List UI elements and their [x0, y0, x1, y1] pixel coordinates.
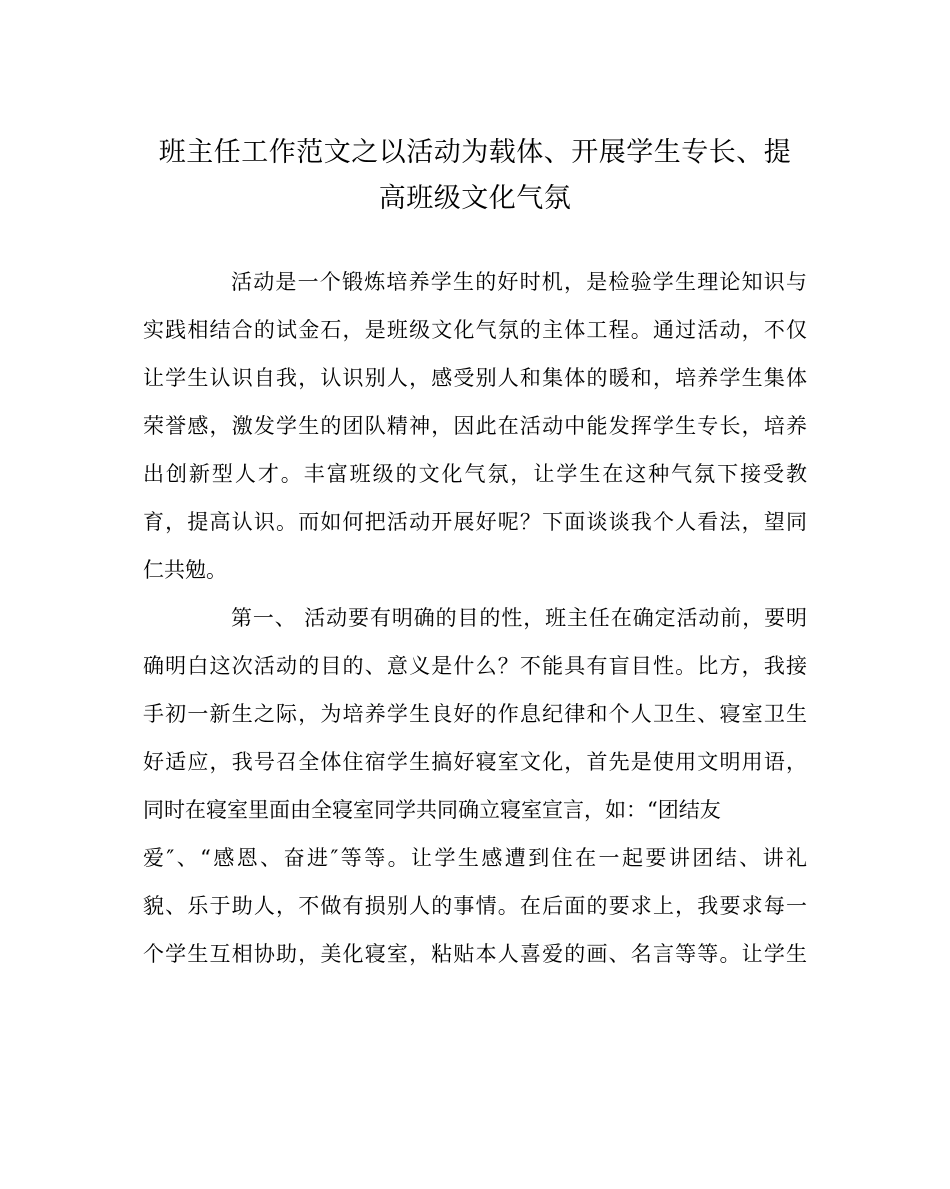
- document-body: [143, 258, 807, 978]
- paragraph-2: [143, 594, 807, 978]
- paragraph-line: 仁共勉。: [143, 558, 227, 582]
- paragraph-1: [143, 258, 807, 594]
- paragraph-line: 确明白这次活动的目的、意义是什么？不能具有盲目性。比方，我接: [143, 654, 807, 678]
- document-title: [143, 130, 807, 222]
- paragraph-line: 育，提高认识。而如何把活动开展好呢？下面谈谈我个人看法，望同: [143, 510, 807, 534]
- paragraph-line: 荣誉感，激发学生的团队精神，因此在活动中能发挥学生专长，培养: [143, 414, 807, 438]
- paragraph-line: 好适应，我号召全体住宿学生搞好寝室文化，首先是使用文明用语，: [143, 750, 807, 774]
- paragraph-line: 爱″、“感恩、奋进″等等。让学生感遭到住在一起要讲团结、讲礼: [143, 846, 807, 870]
- paragraph-line: 第一、 活动要有明确的目的性，班主任在确定活动前，要明: [231, 606, 807, 630]
- paragraph-line: 手初一新生之际，为培养学生良好的作息纪律和个人卫生、寝室卫生: [143, 702, 807, 726]
- paragraph-line: 出创新型人才。丰富班级的文化气氛，让学生在这种气氛下接受教: [143, 462, 807, 486]
- paragraph-line: 个学生互相协助，美化寝室，粘贴本人喜爱的画、名言等等。让学生: [143, 942, 807, 966]
- paragraph-line: 实践相结合的试金石，是班级文化气氛的主体工程。通过活动，不仅: [143, 318, 807, 342]
- paragraph-line: 让学生认识自我，认识别人，感受别人和集体的暖和，培养学生集体: [143, 366, 807, 390]
- paragraph-line: 活动是一个锻炼培养学生的好时机，是检验学生理论知识与: [231, 270, 807, 294]
- paragraph-line: 同时在寝室里面由全寝室同学共同确立寝室宣言，如：“团结友: [143, 798, 721, 822]
- paragraph-line: 貌、乐于助人，不做有损别人的事情。在后面的要求上，我要求每一: [143, 894, 807, 918]
- title-line-1: 班主任工作范文之以活动为载体、开展学生专长、提: [158, 137, 792, 168]
- title-line-2: 高班级文化气氛: [378, 183, 572, 214]
